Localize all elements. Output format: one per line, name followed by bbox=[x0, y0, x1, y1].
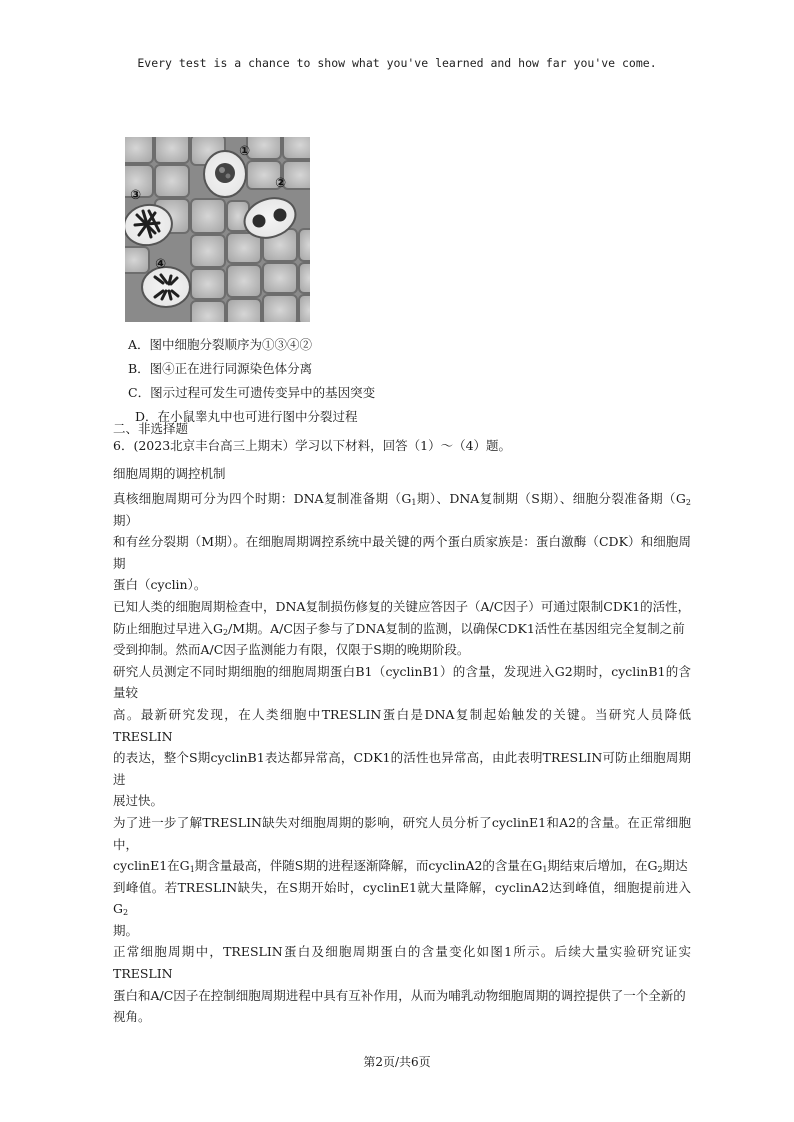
paragraph-4-line-1: 为了进一步了解TRESLIN缺失对细胞周期的影响，研究人员分析了cyclinE1和A2的含量。在正常细胞中， bbox=[113, 814, 691, 852]
onion-root-tip-cells-image bbox=[125, 137, 310, 322]
paragraph-3-line-1: 研究人员测定不同时期细胞的细胞周期蛋白B1（cyclinB1）的含量，发现进入G2期时，cyclinB1的含量较 bbox=[113, 663, 691, 701]
option-b: B．图④正在进行同源染色体分离 bbox=[128, 361, 313, 376]
paragraph-2-line-3: 受到抑制。然而A/C因子监测能力有限，仅限于S期的晚期阶段。 bbox=[113, 642, 470, 658]
paragraph-4-line-3: 到峰值。若TRESLIN缺失，在S期开始时，cyclinE1就大量降解，cyclinA2达到峰值，细胞提前进入$G_2$ bbox=[113, 879, 691, 918]
paragraph-1-line-3: 蛋白（cyclin）。 bbox=[113, 577, 207, 593]
marker-1: ① bbox=[239, 144, 251, 159]
article-title: 细胞周期的调控机制 bbox=[113, 466, 226, 481]
marker-2: ② bbox=[275, 176, 287, 191]
option-a: A．图中细胞分裂顺序为①③④② bbox=[128, 337, 313, 352]
paragraph-4-line-2: cyclinE1在$G_1$期含量最高，伴随S期的进程逐渐降解，而cyclinA2的含量在$G_1$期结束后增加，在$G_2$期达 bbox=[113, 858, 688, 875]
paragraph-1-line-2: 和有丝分裂期（M期）。在细胞周期调控系统中最关键的两个蛋白质家族是：蛋白激酶（CDK）和细胞周期 bbox=[113, 534, 691, 571]
paragraph-1 bbox=[113, 488, 691, 596]
paragraph-4 bbox=[113, 812, 691, 942]
paragraph-3 bbox=[113, 661, 691, 812]
marker-4: ④ bbox=[155, 257, 167, 272]
paragraph-5-line-3: 视角。 bbox=[113, 1009, 151, 1025]
paragraph-5 bbox=[113, 941, 691, 1027]
paragraph-3-line-2: 高。最新研究发现，在人类细胞中TRESLIN蛋白是DNA复制起始触发的关键。当研究人员降低TRESLIN bbox=[113, 706, 691, 744]
section-heading: 二、非选择题 bbox=[113, 421, 189, 436]
marker-3: ③ bbox=[130, 188, 142, 203]
paragraph-5-line-1: 正常细胞周期中，TRESLIN蛋白及细胞周期蛋白的含量变化如图1所示。后续大量实验研究证实TRESLIN bbox=[113, 944, 691, 982]
paragraph-4-line-4: 期。 bbox=[113, 922, 139, 938]
paragraph-3-line-3: 的表达，整个S期cyclinB1表达都异常高，CDK1的活性也异常高，由此表明TRESLIN可防止细胞周期进 bbox=[113, 750, 691, 787]
question-body bbox=[113, 421, 691, 1028]
page-number: 第2页/共6页 bbox=[363, 1055, 431, 1069]
option-c: C．图示过程可发生可遗传变异中的基因突变 bbox=[128, 385, 376, 400]
paragraph-5-line-2: 蛋白和A/C因子在控制细胞周期进程中具有互补作用，从而为哺乳动物细胞周期的调控提供了一个全新的 bbox=[113, 987, 686, 1003]
paragraph-3-line-4: 展过快。 bbox=[113, 793, 164, 809]
paragraph-2-line-1: 已知人类的细胞周期检查中，DNA复制损伤修复的关键应答因子（A/C因子）可通过限制CDK1的活性， bbox=[113, 598, 691, 614]
paragraph-1-line-1: 真核细胞周期可分为四个时期：DNA复制准备期（$G_1$期）、DNA复制期（S期）、细胞分裂准备期（$G_2$期） bbox=[113, 491, 691, 528]
paragraph-2-line-2: 防止细胞过早进入$G_2/M$期。A/C因子参与了DNA复制的监测，以确保CDK1活性在基因组完全复制之前 bbox=[113, 620, 685, 637]
paragraph-2 bbox=[113, 596, 691, 661]
page-header-motto: Every test is a chance to show what you've learned and how far you've come. bbox=[137, 56, 657, 70]
micrograph-figure bbox=[125, 137, 310, 322]
answer-options bbox=[128, 333, 375, 429]
question-stem: 6．(2023北京丰台高三上期末）学习以下材料，回答（1）～（4）题。 bbox=[113, 438, 512, 453]
option-d: D．在小鼠睾丸中也可进行图中分裂过程 bbox=[135, 409, 358, 424]
